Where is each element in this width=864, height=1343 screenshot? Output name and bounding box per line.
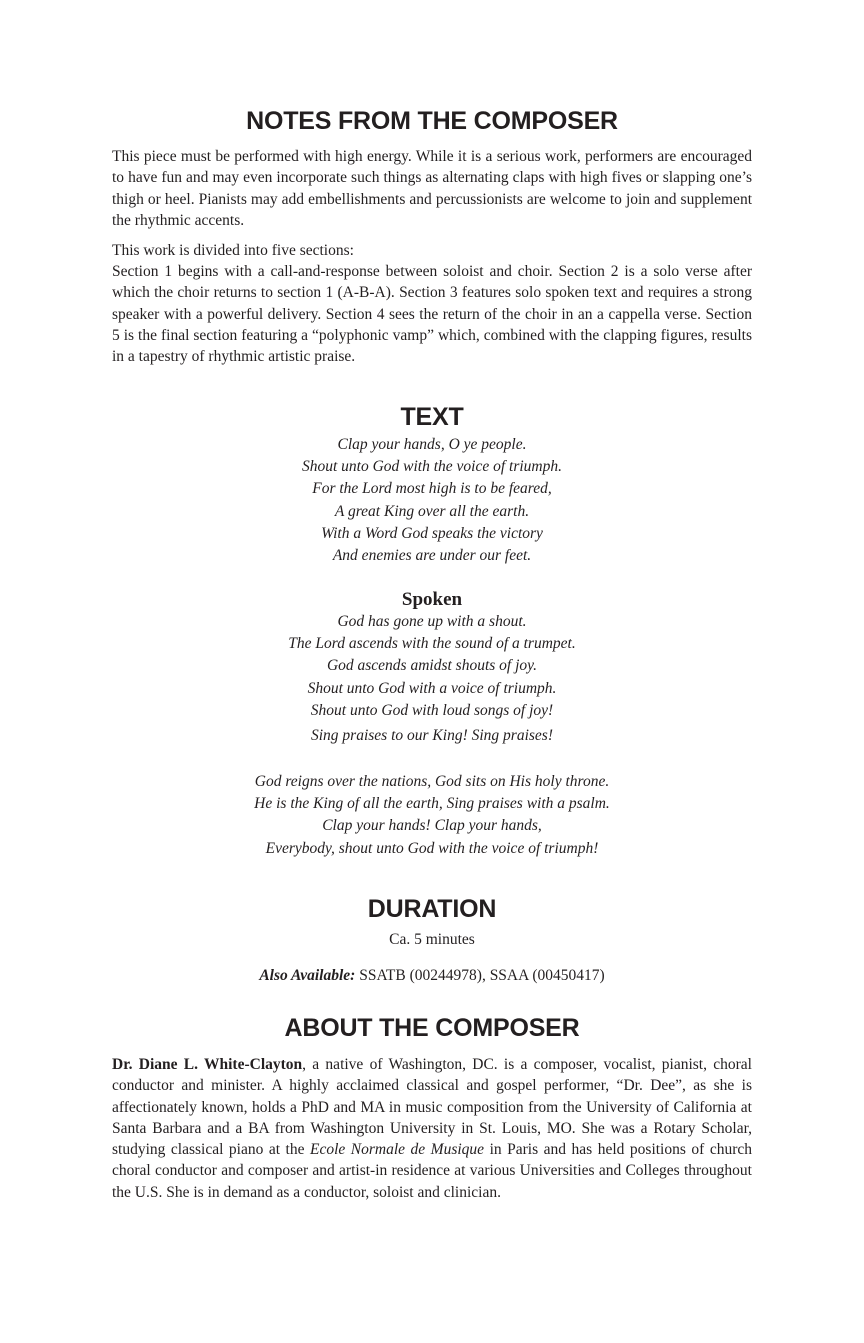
also-available-label: Also Available: xyxy=(259,967,356,984)
spoken-line: God has gone up with a shout. xyxy=(337,613,527,630)
spoken-line: God ascends amidst shouts of joy. xyxy=(326,657,538,675)
text-heading: TEXT xyxy=(400,403,464,431)
verse-line: Shout unto God with the voice of triumph. xyxy=(301,458,563,476)
spoken-heading: Spoken xyxy=(401,589,463,610)
also-available-value: SSATB (00244978), SSAA (00450417) xyxy=(355,967,605,984)
bio-part-1: , a native of Washington, DC. is a composer, vocalist, pianist, choral conductor and minister. A highly acclaimed classical and gospel performer, “Dr. Dee”, as she is affectionately known, holds a PhD and MA in music composition from the University of California at Santa Barbara and a BA from Washington University in St. Louis, MO. She was a Rotary Scholar, studying classical piano at the xyxy=(112,1056,752,1159)
duration-value: Ca. 5 minutes xyxy=(389,931,475,948)
verse-line: And enemies are under our feet. xyxy=(332,547,532,565)
spoken-line: Shout unto God with loud songs of joy! xyxy=(310,701,554,719)
duration-heading: DURATION xyxy=(367,895,497,923)
closing-line: Clap your hands! Clap your hands, xyxy=(322,817,542,835)
verse-line: For the Lord most high is to be feared, xyxy=(312,480,552,498)
sections-intro: This work is divided into five sections: xyxy=(112,242,354,259)
verse-block xyxy=(112,434,752,567)
closing-line: God reigns over the nations, God sits on His holy throne. xyxy=(254,773,610,790)
notes-paragraph-2: Section 1 begins with a call-and-response between soloist and choir. Section 2 is a solo verse after which the choir returns to section 1 (A-B-A). Section 3 features solo spoken text and requires a strong speaker with a powerful delivery. Section 4 sees the return of the choir in an a cappella verse. Section 5 is the final section featuring a “polyphonic vamp” which, combined with the clapping figures, results in a tapestry of rhythmic artistic praise. xyxy=(112,263,752,366)
closing-block xyxy=(112,771,752,860)
verse-line: A great King over all the earth. xyxy=(334,502,530,520)
verse-line: Clap your hands, O ye people. xyxy=(337,436,527,453)
verse-line: With a Word God speaks the victory xyxy=(321,524,543,542)
spoken-line: The Lord ascends with the sound of a trumpet. xyxy=(288,635,576,653)
spoken-line: Sing praises to our King! Sing praises! xyxy=(311,727,553,745)
about-bio xyxy=(112,1054,752,1203)
notes-heading: NOTES FROM THE COMPOSER xyxy=(246,107,618,135)
also-available xyxy=(112,965,752,987)
composer-name: Dr. Diane L. White-Clayton xyxy=(112,1056,303,1073)
closing-line: He is the King of all the earth, Sing praises with a psalm. xyxy=(254,795,610,813)
spoken-line: Shout unto God with a voice of triumph. xyxy=(307,679,557,697)
notes-paragraph-1: This piece must be performed with high energy. While it is a serious work, performers are encouraged to have fun and may even incorporate such things as alternating claps with high fives or slapping one’s thigh or heel. Pianists may add embellishments and percussionists are welcome to join and supplement the rhythmic accents. xyxy=(112,148,752,229)
spoken-block xyxy=(112,611,752,747)
school-name: Ecole Normale de Musique xyxy=(310,1141,485,1159)
bio-part-2: in Paris and has held positions of church choral conductor and composer and artist-in residence at various Universities and Colleges throughout the U.S. She is in demand as a conductor, soloist and clinician. xyxy=(112,1141,752,1201)
about-heading: ABOUT THE COMPOSER xyxy=(284,1014,580,1042)
closing-line: Everybody, shout unto God with the voice of triumph! xyxy=(265,839,599,857)
